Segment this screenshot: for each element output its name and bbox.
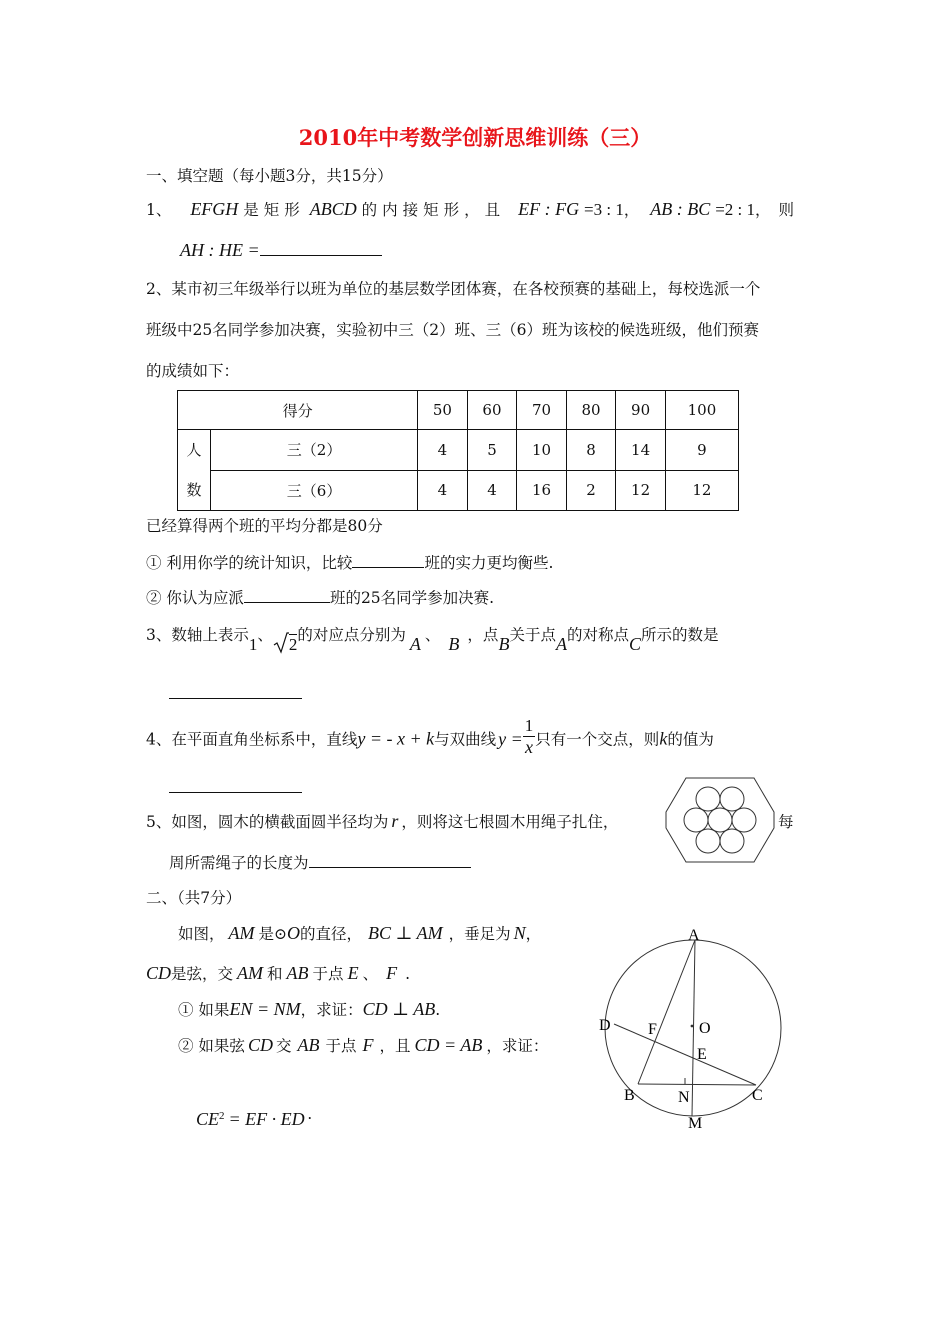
s2-para1: [178, 922, 541, 944]
q4-k: k: [659, 728, 668, 749]
q4-text1: 4、在平面直角坐标系中，直线: [146, 730, 358, 749]
table-cell: 16: [517, 470, 567, 511]
table-header-row: [178, 391, 739, 430]
table-score: 50: [418, 391, 468, 430]
q5-text4: 周所需绳子的长度为: [169, 854, 309, 872]
chord-ab: [638, 940, 695, 1084]
label-B: B: [624, 1087, 635, 1104]
s2-text: 是⊙: [258, 925, 288, 943]
q5-r: r: [391, 811, 399, 831]
question-5-line2: [169, 851, 471, 873]
q1-ratio2-rhs: =2 : 1: [715, 200, 756, 219]
s2-CD: CD: [146, 963, 172, 983]
table-cell: 12: [616, 470, 666, 511]
q3-point-A2: A: [555, 634, 567, 654]
log-circle: [708, 808, 732, 832]
s2-text: ，垂足为: [448, 925, 511, 943]
q3-point-C: C: [628, 634, 641, 654]
label-M: M: [688, 1115, 703, 1132]
row-group-label-bottom: 数: [186, 481, 202, 499]
q3-sqrt: [273, 632, 298, 655]
s2-final-lhs: CE: [196, 1109, 220, 1130]
q4-line-eq: y = - x + k: [357, 728, 435, 749]
s2-sub1: [178, 998, 440, 1020]
question-4: [146, 716, 714, 761]
q5-text3: 每: [778, 813, 794, 831]
s2-final-rhs: = EF · ED: [228, 1109, 305, 1130]
table-score: 70: [517, 391, 567, 430]
sqrt-symbol-icon: [273, 632, 289, 654]
q1-ratio1-rhs: =3 : 1: [584, 200, 624, 219]
rope-outline: [666, 778, 774, 862]
q3-point-A: A: [409, 634, 421, 654]
table-class-label: 三（6）: [211, 470, 418, 511]
s2-text: 、: [362, 965, 379, 983]
s2-text: ② 如果弦: [178, 1037, 245, 1055]
q2-sub2-blank[interactable]: [244, 602, 330, 603]
s2-text: .: [405, 965, 411, 983]
q1-ask: AH : HE =: [180, 240, 260, 260]
s2-text: ，且: [379, 1037, 411, 1055]
s2-AM: AM: [228, 923, 255, 943]
center-dot: [691, 1025, 694, 1028]
q3-point-B2: B: [498, 634, 510, 654]
table-cell: 10: [517, 430, 567, 471]
table-score: 90: [616, 391, 666, 430]
table-cell: 5: [467, 430, 517, 471]
s2-sub2-AB: AB: [297, 1035, 320, 1055]
q3-text8: 所示的数是: [640, 626, 719, 644]
q1-ratio2-lhs: AB : BC: [650, 199, 711, 219]
table-row-group-label: [178, 430, 211, 511]
q1-answer-blank[interactable]: [260, 255, 382, 256]
table-cell: 4: [418, 470, 468, 511]
s2-sub2-CD: CD: [247, 1035, 273, 1055]
label-N: N: [678, 1089, 690, 1106]
q4-text3: 只有一个交点，则: [535, 730, 660, 749]
q3-text3: 的对应点分别为: [297, 626, 406, 644]
q4-text4: 的值为: [667, 730, 714, 749]
table-cell: 9: [665, 430, 738, 471]
q2-note: 已经算得两个班的平均分都是80分: [146, 517, 383, 535]
q4-fraction: [523, 716, 536, 757]
s2-text: ，求证：: [486, 1037, 549, 1055]
s2-text: 于点: [312, 965, 344, 983]
q4-hyp-lhs: y =: [498, 728, 523, 749]
s2-final-dot: .: [307, 1104, 312, 1123]
table-class-label: 三（2）: [211, 430, 418, 471]
q2-line3: 的成绩如下：: [146, 362, 240, 380]
table-row: [178, 430, 739, 471]
s2-para2: [146, 962, 410, 984]
q5-text1: 5、如图，圆木的横截面圆半径均为: [146, 813, 389, 831]
page-title: 2010年中考数学创新思维训练（三）: [298, 125, 652, 150]
log-circle: [720, 787, 744, 811]
q3-text2: 、: [257, 626, 273, 644]
q1-outer-rect: ABCD: [309, 199, 357, 219]
s2-sub1-cond: EN = NM: [229, 999, 301, 1019]
question-3: [146, 622, 719, 654]
table-cell: 14: [616, 430, 666, 471]
s2-text: 和: [267, 965, 283, 983]
s2-N: N: [513, 923, 526, 943]
q5-answer-blank[interactable]: [309, 867, 471, 868]
s2-text: ，求证：: [300, 1001, 363, 1019]
s2-text: ① 如果: [178, 1001, 230, 1019]
score-table: [177, 390, 739, 511]
row-group-label-top: 人: [186, 441, 202, 459]
q3-answer-blank[interactable]: [169, 686, 302, 699]
table-cell: 2: [566, 470, 616, 511]
s2-text: .: [435, 1001, 441, 1019]
table-score: 60: [467, 391, 517, 430]
q2-sub2-text: ② 你认为应派: [146, 589, 244, 607]
q2-sub1-text: ① 利用你学的统计知识，比较: [146, 554, 353, 572]
chord-bc: [638, 1084, 756, 1085]
table-header-label: 得分: [178, 391, 418, 430]
log-circle: [696, 829, 720, 853]
q3-text4: 、: [424, 626, 441, 644]
table-cell: 8: [566, 430, 616, 471]
log-circle: [684, 808, 708, 832]
s2-text: 交: [275, 1037, 292, 1055]
s2-sub1-claim: CD ⊥ AB: [362, 999, 436, 1019]
q1-number: 1、: [146, 201, 172, 219]
q4-frac-num: 1: [524, 716, 534, 735]
q1-text2: 的内接矩形，且: [361, 201, 506, 219]
s2-O: O: [287, 923, 301, 943]
q2-line1: 2、某市初三年级举行以班为单位的基层数学团体赛，在各校预赛的基础上，每校选派一个: [146, 280, 761, 298]
s2-text: ，: [525, 925, 542, 943]
q4-text2: 与双曲线: [434, 730, 497, 749]
s2-E: E: [347, 963, 359, 983]
s2-final-equation: [196, 1104, 312, 1130]
s2-AM2: AM: [237, 963, 264, 983]
q1-text1: 是矩形: [243, 201, 305, 219]
table-cell: 4: [467, 470, 517, 511]
q2-sub1: [146, 551, 553, 573]
s2-AB: AB: [286, 963, 309, 983]
question-5-line1: [146, 810, 618, 832]
question-1-line1: [146, 198, 802, 220]
table-score: 80: [566, 391, 616, 430]
q3-point-B: B: [448, 634, 460, 654]
log-circle: [732, 808, 756, 832]
table-cell: 4: [418, 430, 468, 471]
label-D: D: [599, 1017, 611, 1034]
label-F: F: [648, 1021, 657, 1038]
section2-heading: 二、（共7分）: [146, 889, 242, 907]
q2-sub1-blank[interactable]: [352, 567, 424, 568]
table-cell: 12: [665, 470, 738, 511]
label-A: A: [688, 927, 700, 944]
label-C: C: [752, 1087, 763, 1104]
circle-geometry-figure: [590, 920, 810, 1136]
q1-sep: ，: [623, 201, 640, 219]
table-score: 100: [665, 391, 738, 430]
s2-text: 是弦，交: [171, 965, 234, 983]
s2-text: 于点: [325, 1037, 357, 1055]
s2-text: 如图，: [178, 925, 225, 943]
q2-line2: 班级中25名同学参加决赛，实验初中三（2）班、三（6）班为该校的候选班级，他们预赛: [146, 321, 759, 339]
s2-sub2-eq: CD = AB: [414, 1035, 483, 1055]
s2-perp: BC ⊥ AM: [368, 923, 443, 943]
q2-sub2: [146, 586, 494, 608]
q2-sub2-text-end: 班的25名同学参加决赛.: [329, 589, 495, 607]
q5-text2: ，则将这七根圆木用绳子扎住，: [401, 813, 619, 831]
table-row: [178, 470, 739, 511]
log-circle: [720, 829, 744, 853]
q1-inner-rect: EFGH: [190, 199, 239, 219]
question-1-line2: [180, 240, 382, 261]
q3-value-2: 2: [288, 635, 298, 654]
q2-sub1-text-end: 班的实力更均衡些.: [424, 554, 554, 572]
q1-text3: ，则: [755, 201, 803, 219]
q4-answer-blank[interactable]: [169, 780, 302, 793]
q3-text1: 3、数轴上表示: [146, 626, 249, 644]
section1-heading: 一、填空题（每小题3分，共15分）: [146, 167, 393, 185]
q4-frac-den: x: [525, 737, 534, 757]
label-E: E: [697, 1046, 707, 1063]
s2-sub2-F: F: [362, 1035, 374, 1055]
s2-F: F: [386, 963, 398, 983]
chord-cd: [614, 1024, 756, 1085]
s2-text: 的直径，: [300, 925, 363, 943]
q3-text6: 关于点: [509, 626, 556, 644]
log-circle: [696, 787, 720, 811]
q3-value-1: 1: [248, 635, 258, 654]
q3-text5: ，点: [467, 626, 499, 644]
q3-text7: 的对称点: [566, 626, 629, 644]
s2-final-exp: 2: [219, 1110, 225, 1122]
label-O: O: [699, 1020, 711, 1037]
diameter-am: [692, 940, 695, 1116]
s2-sub2: [178, 1034, 548, 1056]
q1-ratio1-lhs: EF : FG: [518, 199, 580, 219]
seven-logs-figure: [664, 774, 776, 866]
